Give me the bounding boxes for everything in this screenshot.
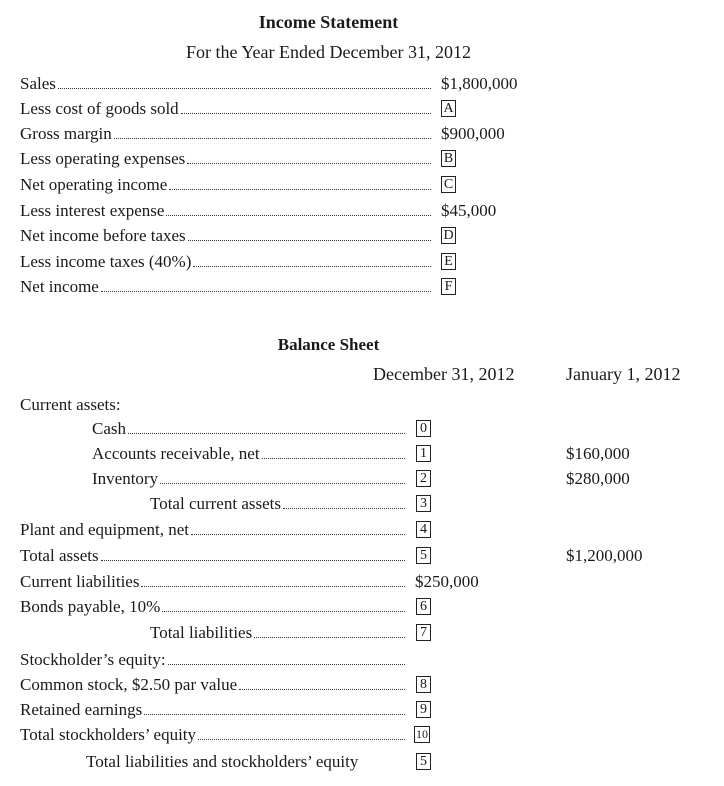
income-statement-subtitle: For the Year Ended December 31, 2012 bbox=[186, 42, 471, 62]
answer-box: 6 bbox=[416, 598, 431, 615]
dot-leader bbox=[188, 240, 431, 241]
answer-box: 8 bbox=[416, 676, 431, 693]
is-label: Less cost of goods sold bbox=[20, 99, 179, 118]
bs-label: Total liabilities bbox=[150, 623, 253, 642]
dot-leader bbox=[168, 664, 405, 665]
dot-leader bbox=[198, 739, 405, 740]
answer-box: D bbox=[441, 227, 456, 244]
bs-label: Retained earnings bbox=[20, 700, 143, 719]
bs-label: Inventory bbox=[92, 469, 159, 488]
is-label: Less interest expense bbox=[20, 201, 165, 220]
is-label: Less income taxes (40%) bbox=[20, 252, 192, 271]
dot-leader bbox=[101, 291, 431, 292]
dot-leader bbox=[239, 689, 405, 690]
dec-value: $250,000 bbox=[415, 572, 479, 591]
dot-leader bbox=[187, 163, 431, 164]
bs-label: Stockholder’s equity: bbox=[20, 650, 166, 669]
bs-row-total-stockholders-equity bbox=[20, 725, 407, 745]
dot-leader bbox=[169, 189, 431, 190]
is-row-gross-margin bbox=[20, 124, 433, 144]
balance-sheet-title: Balance Sheet bbox=[277, 335, 380, 354]
bs-row-common-stock bbox=[20, 675, 407, 695]
bs-row-total-current-assets bbox=[150, 494, 407, 514]
bs-label: Total stockholders’ equity bbox=[20, 725, 197, 744]
dot-leader bbox=[166, 215, 431, 216]
dot-leader bbox=[141, 586, 405, 587]
answer-box: 5 bbox=[416, 547, 431, 564]
dot-leader bbox=[181, 113, 431, 114]
is-row-nibt bbox=[20, 226, 433, 246]
jan-value: $1,200,000 bbox=[566, 546, 643, 565]
answer-box: E bbox=[441, 253, 456, 270]
answer-box: 5 bbox=[416, 753, 431, 770]
col-header-jan-2012: January 1, 2012 bbox=[566, 364, 681, 384]
is-label: Sales bbox=[20, 74, 56, 93]
bs-row-stockholders-equity-header bbox=[20, 650, 407, 670]
answer-box: B bbox=[441, 150, 456, 167]
is-value: $900,000 bbox=[441, 124, 505, 143]
is-label: Net operating income bbox=[20, 175, 168, 194]
answer-box: 9 bbox=[416, 701, 431, 718]
is-label: Gross margin bbox=[20, 124, 112, 143]
is-value: $45,000 bbox=[441, 201, 497, 220]
answer-box: C bbox=[441, 176, 456, 193]
is-row-interest bbox=[20, 201, 433, 221]
answer-box: 4 bbox=[416, 521, 431, 538]
jan-value: $160,000 bbox=[566, 444, 630, 463]
bs-label: Cash bbox=[92, 419, 126, 438]
answer-box: A bbox=[441, 100, 456, 117]
answer-box: 0 bbox=[416, 420, 431, 437]
income-statement-title: Income Statement bbox=[258, 12, 399, 32]
answer-box: 2 bbox=[416, 470, 431, 487]
dot-leader bbox=[193, 266, 431, 267]
bs-row-current-liabilities bbox=[20, 572, 407, 592]
bs-row-plant-equipment bbox=[20, 520, 407, 540]
bs-row-total-assets bbox=[20, 546, 407, 566]
is-label: Net income before taxes bbox=[20, 226, 186, 245]
bs-row-retained-earnings bbox=[20, 700, 407, 720]
is-row-net-income bbox=[20, 277, 433, 297]
col-header-dec-2012: December 31, 2012 bbox=[373, 364, 515, 384]
bs-label: Common stock, $2.50 par value bbox=[20, 675, 238, 694]
is-row-cogs bbox=[20, 99, 433, 119]
bs-row-total-liabilities-equity: Total liabilities and stockholders’ equity bbox=[86, 752, 359, 771]
dot-leader bbox=[58, 88, 431, 89]
answer-box: 7 bbox=[416, 624, 431, 641]
dot-leader bbox=[162, 611, 405, 612]
bs-label: Plant and equipment, net bbox=[20, 520, 190, 539]
bs-label: Current liabilities bbox=[20, 572, 140, 591]
bs-label: Bonds payable, 10% bbox=[20, 597, 161, 616]
answer-box: 3 bbox=[416, 495, 431, 512]
bs-row-cash bbox=[92, 419, 407, 439]
jan-value: $280,000 bbox=[566, 469, 630, 488]
dot-leader bbox=[101, 560, 405, 561]
is-value: $1,800,000 bbox=[441, 74, 518, 93]
is-row-opex bbox=[20, 149, 433, 169]
section-current-assets: Current assets: bbox=[20, 395, 121, 414]
answer-box: 1 bbox=[416, 445, 431, 462]
dot-leader bbox=[128, 433, 405, 434]
bs-row-inventory bbox=[92, 469, 407, 489]
dot-leader bbox=[144, 714, 405, 715]
answer-box: 10 bbox=[416, 727, 428, 741]
dot-leader bbox=[114, 138, 431, 139]
is-label: Net income bbox=[20, 277, 99, 296]
bs-row-total-liabilities bbox=[150, 623, 407, 643]
is-row-taxes bbox=[20, 252, 433, 272]
bs-label: Total current assets bbox=[150, 494, 281, 513]
dot-leader bbox=[254, 637, 405, 638]
dot-leader bbox=[191, 534, 405, 535]
answer-box: F bbox=[441, 278, 456, 295]
dot-leader bbox=[283, 508, 405, 509]
is-row-sales bbox=[20, 74, 433, 94]
bs-label: Total assets bbox=[20, 546, 99, 565]
dot-leader bbox=[160, 483, 405, 484]
bs-row-bonds-payable bbox=[20, 597, 407, 617]
bs-row-accounts-receivable bbox=[92, 444, 407, 464]
is-label: Less operating expenses bbox=[20, 149, 186, 168]
is-row-net-operating-income bbox=[20, 175, 433, 195]
dot-leader bbox=[262, 458, 405, 459]
bs-label: Accounts receivable, net bbox=[92, 444, 260, 463]
